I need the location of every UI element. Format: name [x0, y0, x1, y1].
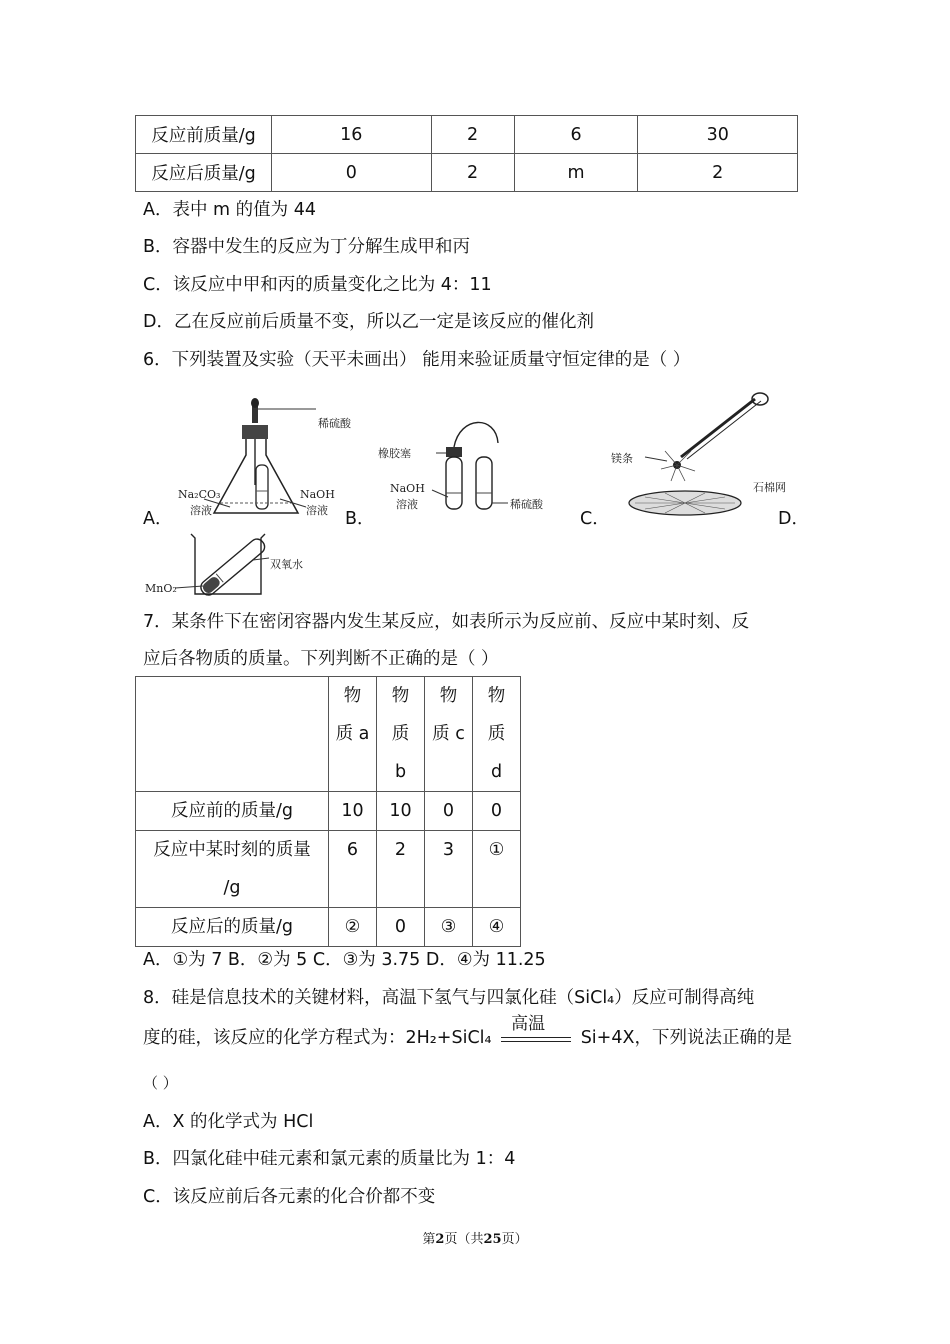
- page-number: 2: [435, 1232, 445, 1247]
- table-cell: 0: [377, 908, 425, 947]
- q7-stem-line1: 7．某条件下在密闭容器内发生某反应，如表所示为反应前、反应中某时刻、反: [143, 612, 750, 632]
- table-cell: ①: [473, 831, 521, 908]
- q6-label-c: C．: [580, 509, 610, 529]
- q5-option-b: B．容器中发生的反应为丁分解生成甲和丙: [143, 237, 471, 257]
- label-solution: 溶液: [396, 498, 418, 511]
- table-cell: ②: [329, 908, 377, 947]
- row-label: 反应后的质量/g: [136, 908, 329, 947]
- label-solution: 溶液: [190, 504, 212, 517]
- reaction-condition: 高温: [511, 1014, 546, 1034]
- q6-label-d: D．: [778, 509, 809, 529]
- row-label: 反应前的质量/g: [136, 792, 329, 831]
- table-cell: 3: [425, 831, 473, 908]
- header-substance-c: 物 质 c: [425, 677, 473, 792]
- table-cell: ③: [425, 908, 473, 947]
- label-naoh: NaOH: [390, 482, 425, 495]
- row-label: 反应后质量/g: [136, 154, 272, 192]
- q8-stem-line1: 8．硅是信息技术的关键材料，高温下氢气与四氯化硅（SiCl₄）反应可制得高纯: [143, 988, 755, 1008]
- figure-b: [370, 415, 560, 520]
- table-header-row: [136, 677, 521, 792]
- label-rubber-stopper: 橡胶塞: [378, 447, 411, 460]
- label-dilute-acid: 稀硫酸: [510, 498, 543, 511]
- table-row: [136, 792, 521, 831]
- table-cell: 0: [473, 792, 521, 831]
- figure-d: [145, 530, 325, 600]
- table-cell: ④: [473, 908, 521, 947]
- figure-c: [605, 385, 785, 520]
- label-na2co3: Na₂CO₃: [178, 488, 221, 501]
- q6-stem: 6．下列装置及实验（天平未画出） 能用来验证质量守恒定律的是（ ）: [143, 350, 691, 370]
- table-row: [136, 154, 798, 192]
- q7-stem-line2: 应后各物质的质量。下列判断不正确的是（ ）: [143, 649, 499, 669]
- equation-right: Si+4X，下列说法正确的是: [580, 1028, 792, 1048]
- row-label: 反应中某时刻的质量 /g: [136, 831, 329, 908]
- table-cell: 30: [638, 116, 798, 154]
- table-cell: 2: [431, 116, 514, 154]
- equation-left: 度的硅，该反应的化学方程式为：2H₂+SiCl₄: [143, 1028, 492, 1048]
- label-solution: 溶液: [306, 504, 328, 517]
- header-substance-a: 物 质 a: [329, 677, 377, 792]
- table-cell: 10: [329, 792, 377, 831]
- table-cell: 6: [514, 116, 638, 154]
- q7-options: A．①为 7 B．②为 5 C．③为 3.75 D．④为 11.25: [143, 950, 546, 970]
- table-cell: 2: [431, 154, 514, 192]
- q8-stem-line2: [143, 1014, 792, 1050]
- header-substance-d: 物 质 d: [473, 677, 521, 792]
- q6-label-b: B．: [345, 509, 375, 529]
- label-hydrogen-peroxide: 双氧水: [270, 558, 303, 571]
- table-cell: 6: [329, 831, 377, 908]
- label-magnesium: 镁条: [611, 452, 633, 465]
- q8-option-c: C．该反应前后各元素的化合价都不变: [143, 1187, 436, 1207]
- page-footer: 第2页（共25页）: [422, 1232, 528, 1247]
- label-asbestos-net: 石棉网: [753, 481, 786, 494]
- table-cell: 2: [377, 831, 425, 908]
- table-cell: 10: [377, 792, 425, 831]
- page-total: 25: [483, 1232, 502, 1247]
- table-cell: 16: [272, 116, 432, 154]
- q6-label-a: A．: [143, 509, 173, 529]
- reaction-arrow: [501, 1014, 571, 1050]
- header-substance-b: 物 质 b: [377, 677, 425, 792]
- table-row: [136, 116, 798, 154]
- q5-option-a: A．表中 m 的值为 44: [143, 200, 316, 220]
- table-cell: 2: [638, 154, 798, 192]
- q8-option-a: A．X 的化学式为 HCl: [143, 1112, 314, 1132]
- table-cell: m: [514, 154, 638, 192]
- header-empty: [136, 677, 329, 792]
- q8-answer-paren: （ ）: [143, 1074, 178, 1092]
- table-row: [136, 908, 521, 947]
- q8-option-b: B．四氯化硅中硅元素和氯元素的质量比为 1：4: [143, 1149, 516, 1169]
- label-naoh: NaOH: [300, 488, 335, 501]
- table-mass-data: [135, 115, 798, 192]
- q5-option-d: D．乙在反应前后质量不变，所以乙一定是该反应的催化剂: [143, 312, 594, 332]
- table-reaction-masses: [135, 676, 521, 947]
- table-cell: 0: [425, 792, 473, 831]
- row-label: 反应前质量/g: [136, 116, 272, 154]
- label-mno2: MnO₂: [145, 582, 177, 595]
- figure-a: [170, 395, 351, 520]
- table-cell: 0: [272, 154, 432, 192]
- table-row: [136, 831, 521, 908]
- label-dilute-acid: 稀硫酸: [318, 417, 351, 430]
- q5-option-c: C．该反应中甲和丙的质量变化之比为 4：11: [143, 275, 492, 295]
